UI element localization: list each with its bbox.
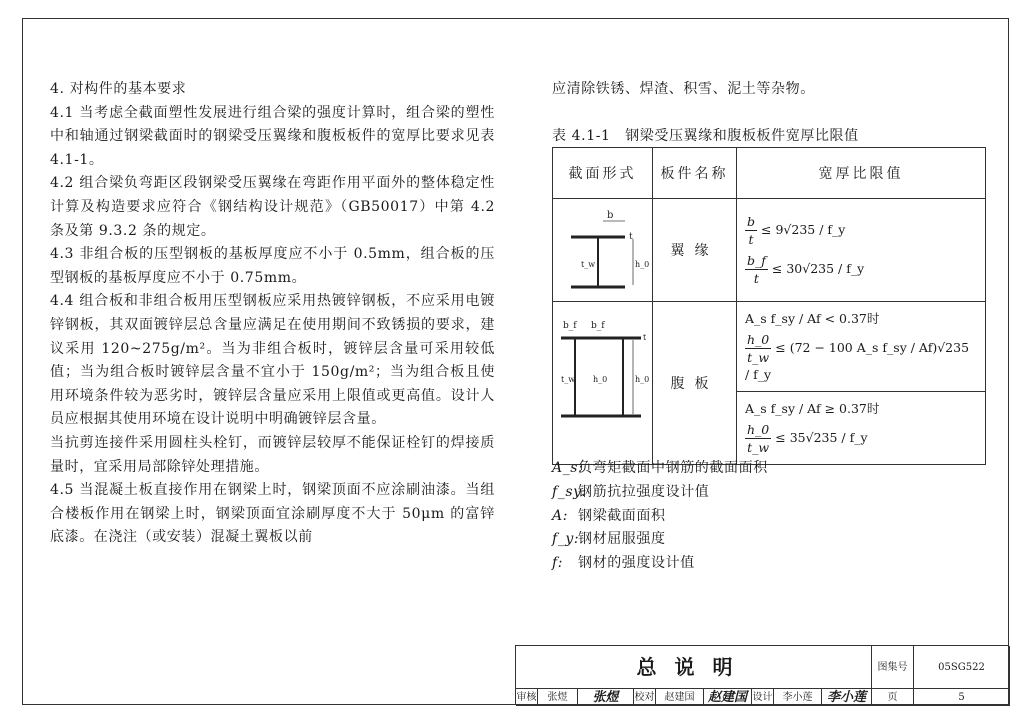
page-label: 页 <box>872 689 914 706</box>
diagram2-label-h0-inner: h_0 <box>593 375 608 384</box>
note-fsy: f_sy:钢筋抗拉强度设计值 <box>552 483 710 500</box>
table-row-flange <box>553 199 986 302</box>
note-as: A_s:负弯矩截面中钢筋的截面面积 <box>552 460 768 476</box>
header-plate-name: 板件名称 <box>653 148 737 199</box>
note-fy: f_y:钢材屈服强度 <box>552 531 666 548</box>
row2-plate-name: 腹板 <box>653 302 737 465</box>
diagram2-label-tw: t_w <box>561 375 576 384</box>
diagram2-label-t: t <box>643 333 647 342</box>
header-ratio-limit: 宽厚比限值 <box>737 148 986 199</box>
row2-formulas <box>737 302 986 465</box>
paragraph-stud: 当抗剪连接件采用圆柱头栓钉，而镀锌层较厚不能保证栓钉的焊接质量时，宜采用局部除锌处理措施。 <box>50 434 495 475</box>
check-label: 校对 <box>634 689 656 706</box>
designer-name: 李小莲 <box>774 689 822 706</box>
ratio-table <box>552 147 986 465</box>
row1-formula-2: $\frac{b\_f}{t}$ ≤ 30√235 / f_y <box>747 253 865 286</box>
section-heading: 4. 对构件的基本要求 <box>50 81 187 97</box>
fraction-h0-tw-1: $\frac{h\_0}{t\_w}$ <box>747 332 770 365</box>
paragraph-4-4: 4.4 组合板和非组合板用压型钢板应采用热镀锌钢板，不应采用电镀锌钢板，其双面镀锌层总含量应满足在使用期间不致锈损的要求，建议采用 120~275g/m²。当为非组合板时，镀锌层含量可采用较低值；当为组合板时镀锌层含量不宜小于 150g/m²；当为组合板且使用环境条件较为恶劣时，镀锌层含量应采用上限值或更高值。设计人员应根据其使用环境在设计说明中明确镀锌层含量。 <box>50 293 495 428</box>
row2-subcell-2 <box>737 392 985 464</box>
row1-formula-1: $\frac{b}{t}$ ≤ 9√235 / f_y <box>747 214 846 247</box>
diagram2-label-bf-left: b_f <box>563 321 577 331</box>
section-diagram-2 <box>553 306 652 456</box>
section-diagram-2-cell <box>553 302 653 465</box>
atlas-label: 图集号 <box>872 646 914 689</box>
note-a: A: 钢梁截面面积 <box>552 507 666 524</box>
designer-signature: 李小莲 <box>822 689 872 706</box>
paragraph-4-5: 4.5 当混凝土板直接作用在钢梁上时，钢梁顶面不应涂刷油漆。当组合楼板作用在钢梁上时，钢梁顶面宜涂刷厚度不大于 50μm 的富锌底漆。在浇注（或安装）混凝土翼板以前 <box>50 482 495 546</box>
left-column <box>50 78 495 550</box>
checker-signature: 赵建国 <box>704 689 752 706</box>
diagram1-label-tw: t_w <box>581 260 596 269</box>
note-f: f: 钢材的强度设计值 <box>552 555 695 572</box>
atlas-number: 05SG522 <box>914 646 1010 689</box>
diagram1-label-h0: h_0 <box>635 260 650 269</box>
paragraph-4-1: 4.1 当考虑全截面塑性发展进行组合梁的强度计算时，组合梁的塑性中和轴通过钢梁截面时的钢梁受压翼缘和腹板板件的宽厚比要求见表 4.1-1。 <box>50 104 495 168</box>
row1-formulas <box>737 199 986 302</box>
section-diagram-1-cell <box>553 199 653 302</box>
reviewer-name: 张煜 <box>538 689 578 706</box>
drawing-title: 总说明 <box>516 646 872 689</box>
reviewer-signature: 张煜 <box>578 689 634 706</box>
paragraph-4-3: 4.3 非组合板的压型钢板的基板厚度应不小于 0.5mm，组合板的压型钢板的基板厚度应不小于 0.75mm。 <box>50 246 495 286</box>
paragraph-4-2: 4.2 组合梁负弯距区段钢梁受压翼缘在弯距作用平面外的整体稳定性计算及构造要求应符合《钢结构设计规范》（GB50017）中第 4.2 条及第 9.3.2 条的规定。 <box>50 175 495 239</box>
fraction-b-t: $\frac{b}{t}$ <box>747 214 756 247</box>
section-diagram-1 <box>553 199 652 297</box>
diagram1-label-b: b <box>607 210 614 221</box>
title-block <box>515 645 1009 705</box>
row2-condition-1: A_s f_sy / Af < 0.37时 <box>745 311 880 326</box>
continuation-text: 应清除铁锈、焊渣、积雪、泥土等杂物。 <box>552 81 815 97</box>
row2-subcell-1 <box>737 302 985 392</box>
table-caption: 表 4.1-1 钢梁受压翼缘和腹板板件宽厚比限值 <box>552 128 859 144</box>
diagram1-label-t: t <box>629 232 633 242</box>
row2-formula-2: $\frac{h\_0}{t\_w}$ ≤ 35√235 / f_y <box>747 422 868 455</box>
row2-condition-2: A_s f_sy / Af ≥ 0.37时 <box>745 401 880 416</box>
row1-plate-name: 翼缘 <box>653 199 737 302</box>
review-label: 审核 <box>516 689 538 706</box>
table-header-row <box>553 148 986 199</box>
header-section-form: 截面形式 <box>553 148 653 199</box>
design-label: 设计 <box>752 689 774 706</box>
fraction-bf-t: $\frac{b\_f}{t}$ <box>747 253 766 286</box>
diagram2-label-bf-center: b_f <box>591 321 605 331</box>
page-number: 5 <box>914 689 1010 706</box>
fraction-h0-tw-2: $\frac{h\_0}{t\_w}$ <box>747 422 770 455</box>
table-row-web <box>553 302 986 465</box>
checker-name: 赵建国 <box>656 689 704 706</box>
row2-formula-1: $\frac{h\_0}{t\_w}$ ≤ (72 − 100 A_s f_sy / Af)√235 / f_y <box>745 332 970 382</box>
diagram2-label-h0-outer: h_0 <box>635 375 650 384</box>
symbol-notes <box>552 457 768 576</box>
